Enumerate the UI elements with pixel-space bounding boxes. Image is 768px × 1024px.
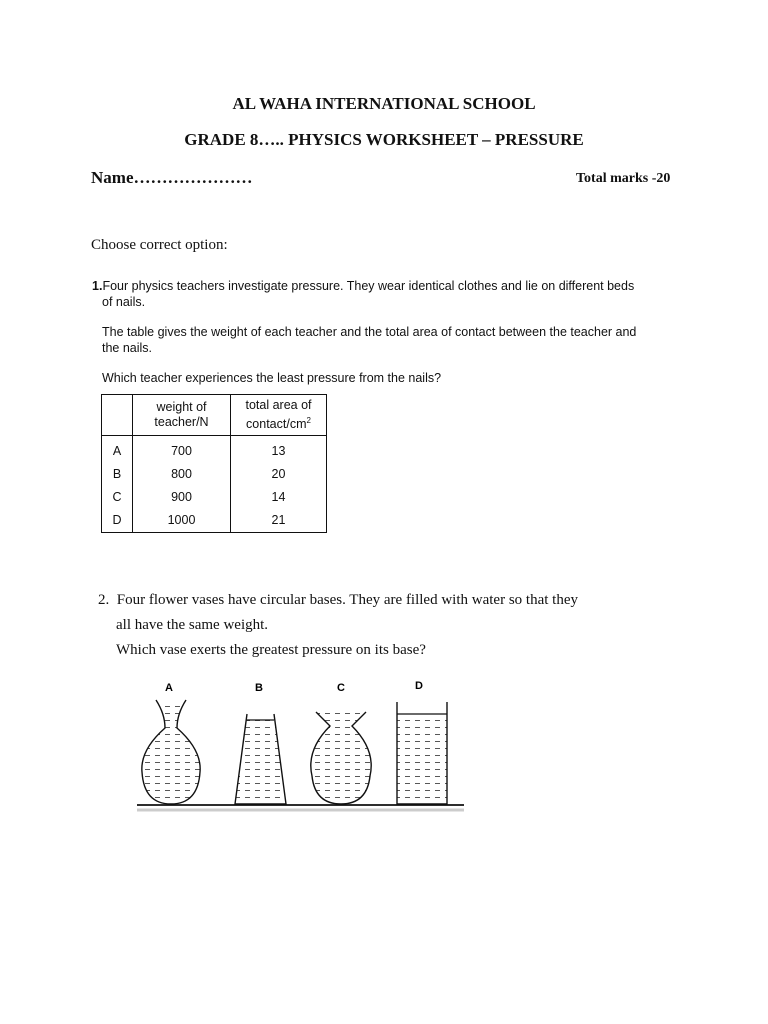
row-label: A <box>102 436 133 463</box>
vase-a <box>142 682 200 804</box>
school-name: AL WAHA INTERNATIONAL SCHOOL <box>232 94 536 113</box>
row-area: 21 <box>231 508 327 533</box>
teacher-pressure-table <box>101 394 327 533</box>
question-1-line2: of nails. <box>102 295 146 309</box>
vase-label-b: B <box>255 682 263 694</box>
weight-header-line1: weight of <box>156 400 207 414</box>
question-2-number: 2. <box>98 592 110 608</box>
question-2-text: Four flower vases have circular bases. They are filled with water so that they <box>116 592 578 608</box>
question-2 <box>98 588 578 663</box>
question-1-para2-line1: The table gives the weight of each teacher and the total area of contact between the teacher and <box>102 325 637 339</box>
worksheet-title: GRADE 8….. PHYSICS WORKSHEET – PRESSURE <box>184 130 584 149</box>
total-marks: Total marks -20 <box>576 171 671 186</box>
vase-d <box>397 680 447 804</box>
question-2-line3: Which vase exerts the greatest pressure on its base? <box>116 642 426 658</box>
question-2-line1 <box>98 588 578 613</box>
row-area: 13 <box>231 436 327 463</box>
vases-diagram <box>134 668 470 818</box>
row-label: C <box>102 485 133 508</box>
vase-label-d: D <box>415 680 423 692</box>
table-header-area <box>231 395 327 436</box>
row-label: D <box>102 508 133 533</box>
row-weight: 900 <box>133 485 231 508</box>
question-1-number: 1. <box>92 279 103 293</box>
name-field-label: Name………………… <box>91 168 253 187</box>
question-1-para2 <box>92 324 652 356</box>
area-header-superscript: 2 <box>306 415 311 425</box>
area-header-line1: total area of <box>245 397 312 412</box>
vase-b <box>235 682 286 804</box>
row-weight: 1000 <box>133 508 231 533</box>
instructions: Choose correct option: <box>91 237 228 253</box>
weight-header-line2: teacher/N <box>154 415 209 429</box>
row-weight: 700 <box>133 436 231 463</box>
row-label: B <box>102 462 133 485</box>
vase-label-a: A <box>165 682 173 694</box>
question-1-line1 <box>92 278 652 294</box>
row-area: 20 <box>231 462 327 485</box>
table-row <box>102 462 327 485</box>
table-row <box>102 508 327 533</box>
table-row <box>102 485 327 508</box>
table-header-blank <box>102 395 133 436</box>
row-area: 14 <box>231 485 327 508</box>
table-row <box>102 436 327 463</box>
table-header-row <box>102 395 327 436</box>
question-1-para2-line2: the nails. <box>102 341 153 355</box>
area-header-line2: contact/cm <box>246 417 307 432</box>
question-2-line2: all have the same weight. <box>116 617 269 633</box>
vase-label-c: C <box>337 682 345 694</box>
question-1-text: Four physics teachers investigate pressure. They wear identical clothes and lie on different beds <box>102 279 635 293</box>
question-1-prompt: Which teacher experiences the least pressure from the nails? <box>102 371 442 385</box>
table-header-weight <box>133 395 231 436</box>
vase-c <box>311 682 371 804</box>
question-1 <box>92 278 652 386</box>
row-weight: 800 <box>133 462 231 485</box>
